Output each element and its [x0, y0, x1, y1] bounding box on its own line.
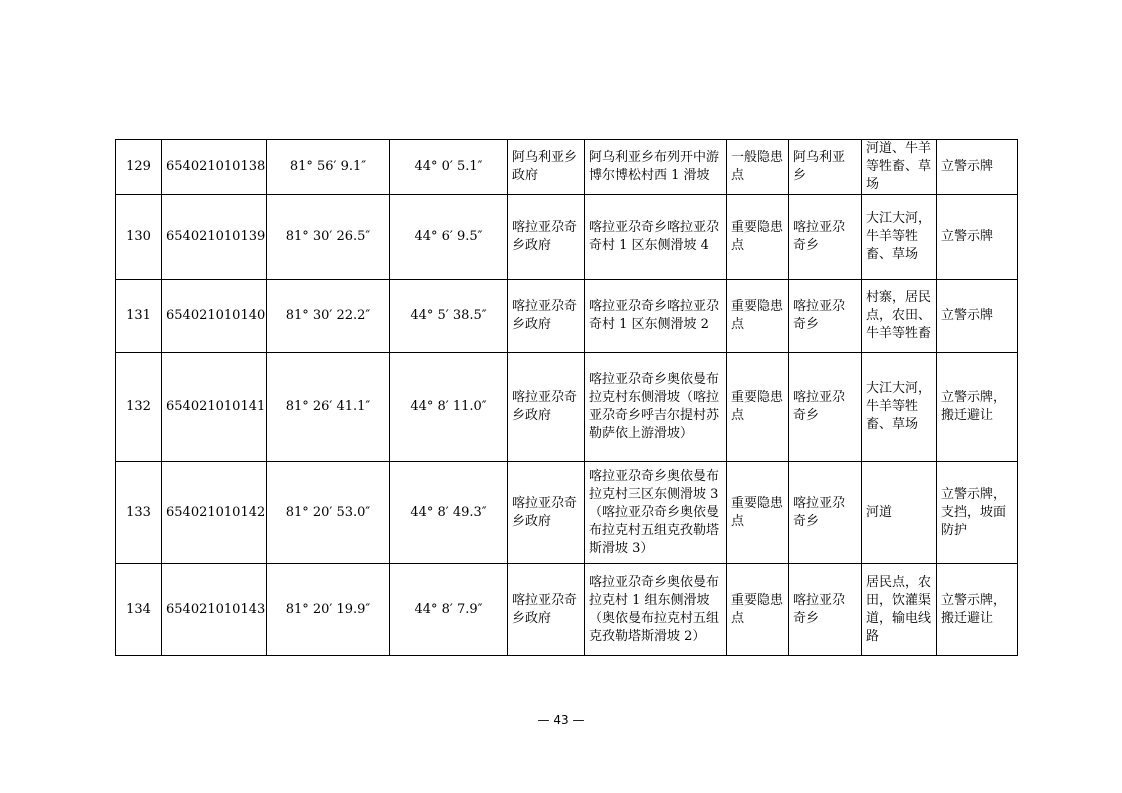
responsible-government: 喀拉亚尕奇乡政府: [508, 280, 585, 353]
hazard-name: 喀拉亚尕奇乡奥依曼布拉克村东侧滑坡（喀拉亚尕奇乡呼吉尔提村苏勒萨依上游滑坡）: [585, 353, 727, 462]
hazard-level: 重要隐患点: [727, 195, 789, 280]
longitude: 81° 30′ 22.2″: [267, 280, 390, 353]
row-number: 134: [116, 564, 162, 656]
latitude: 44° 8′ 7.9″: [390, 564, 508, 656]
prevention-measures: 立警示牌: [937, 195, 1018, 280]
table-row: [116, 195, 1018, 280]
latitude: 44° 5′ 38.5″: [390, 280, 508, 353]
responsible-government: 喀拉亚尕奇乡政府: [508, 462, 585, 564]
longitude: 81° 26′ 41.1″: [267, 353, 390, 462]
site-code: 654021010142: [162, 462, 267, 564]
prevention-measures: 立警示牌，支挡，坡面防护: [937, 462, 1018, 564]
hazard-name: 喀拉亚尕奇乡奥依曼布拉克村三区东侧滑坡 3（喀拉亚尕奇乡奥依曼布拉克村五组克孜勒塔斯滑坡 3）: [585, 462, 727, 564]
hazard-level: 重要隐患点: [727, 353, 789, 462]
hazard-level: 重要隐患点: [727, 462, 789, 564]
township: 阿乌利亚乡: [789, 140, 862, 195]
hazard-level: 重要隐患点: [727, 564, 789, 656]
threatened-objects: 河道、牛羊等牲畜、草场: [862, 140, 937, 195]
township: 喀拉亚尕奇乡: [789, 564, 862, 656]
site-code: 654021010141: [162, 353, 267, 462]
hazard-name: 喀拉亚尕奇乡喀拉亚尕奇村 1 区东侧滑坡 4: [585, 195, 727, 280]
threatened-objects: 大江大河，牛羊等牲畜、草场: [862, 353, 937, 462]
responsible-government: 阿乌利亚乡政府: [508, 140, 585, 195]
hazard-level: 一般隐患点: [727, 140, 789, 195]
page-number: — 43 —: [537, 713, 585, 727]
row-number: 129: [116, 140, 162, 195]
responsible-government: 喀拉亚尕奇乡政府: [508, 564, 585, 656]
site-code: 654021010138: [162, 140, 267, 195]
threatened-objects: 大江大河，牛羊等牲畜、草场: [862, 195, 937, 280]
row-number: 132: [116, 353, 162, 462]
latitude: 44° 8′ 49.3″: [390, 462, 508, 564]
threatened-objects: 河道: [862, 462, 937, 564]
prevention-measures: 立警示牌，搬迁避让: [937, 564, 1018, 656]
township: 喀拉亚尕奇乡: [789, 195, 862, 280]
threatened-objects: 村寨，居民点，农田、牛羊等牲畜: [862, 280, 937, 353]
site-code: 654021010140: [162, 280, 267, 353]
responsible-government: 喀拉亚尕奇乡政府: [508, 195, 585, 280]
hazard-name: 喀拉亚尕奇乡喀拉亚尕奇村 1 区东侧滑坡 2: [585, 280, 727, 353]
hazard-name: 阿乌利亚乡布列开中游博尔博松村西 1 滑坡: [585, 140, 727, 195]
prevention-measures: 立警示牌: [937, 140, 1018, 195]
prevention-measures: 立警示牌: [937, 280, 1018, 353]
longitude: 81° 30′ 26.5″: [267, 195, 390, 280]
latitude: 44° 8′ 11.0″: [390, 353, 508, 462]
table-row: [116, 564, 1018, 656]
row-number: 130: [116, 195, 162, 280]
table-row: [116, 353, 1018, 462]
table-row: [116, 462, 1018, 564]
hazard-level: 重要隐患点: [727, 280, 789, 353]
prevention-measures: 立警示牌，搬迁避让: [937, 353, 1018, 462]
township: 喀拉亚尕奇乡: [789, 462, 862, 564]
longitude: 81° 20′ 53.0″: [267, 462, 390, 564]
longitude: 81° 56′ 9.1″: [267, 140, 390, 195]
township: 喀拉亚尕奇乡: [789, 353, 862, 462]
threatened-objects: 居民点，农田，饮灌渠道，输电线路: [862, 564, 937, 656]
latitude: 44° 6′ 9.5″: [390, 195, 508, 280]
row-number: 131: [116, 280, 162, 353]
site-code: 654021010143: [162, 564, 267, 656]
township: 喀拉亚尕奇乡: [789, 280, 862, 353]
responsible-government: 喀拉亚尕奇乡政府: [508, 353, 585, 462]
latitude: 44° 0′ 5.1″: [390, 140, 508, 195]
hazard-name: 喀拉亚尕奇乡奥依曼布拉克村 1 组东侧滑坡（奥依曼布拉克村五组克孜勒塔斯滑坡 2）: [585, 564, 727, 656]
row-number: 133: [116, 462, 162, 564]
hazard-table: [115, 139, 1018, 656]
site-code: 654021010139: [162, 195, 267, 280]
longitude: 81° 20′ 19.9″: [267, 564, 390, 656]
table-row: [116, 140, 1018, 195]
table-row: [116, 280, 1018, 353]
